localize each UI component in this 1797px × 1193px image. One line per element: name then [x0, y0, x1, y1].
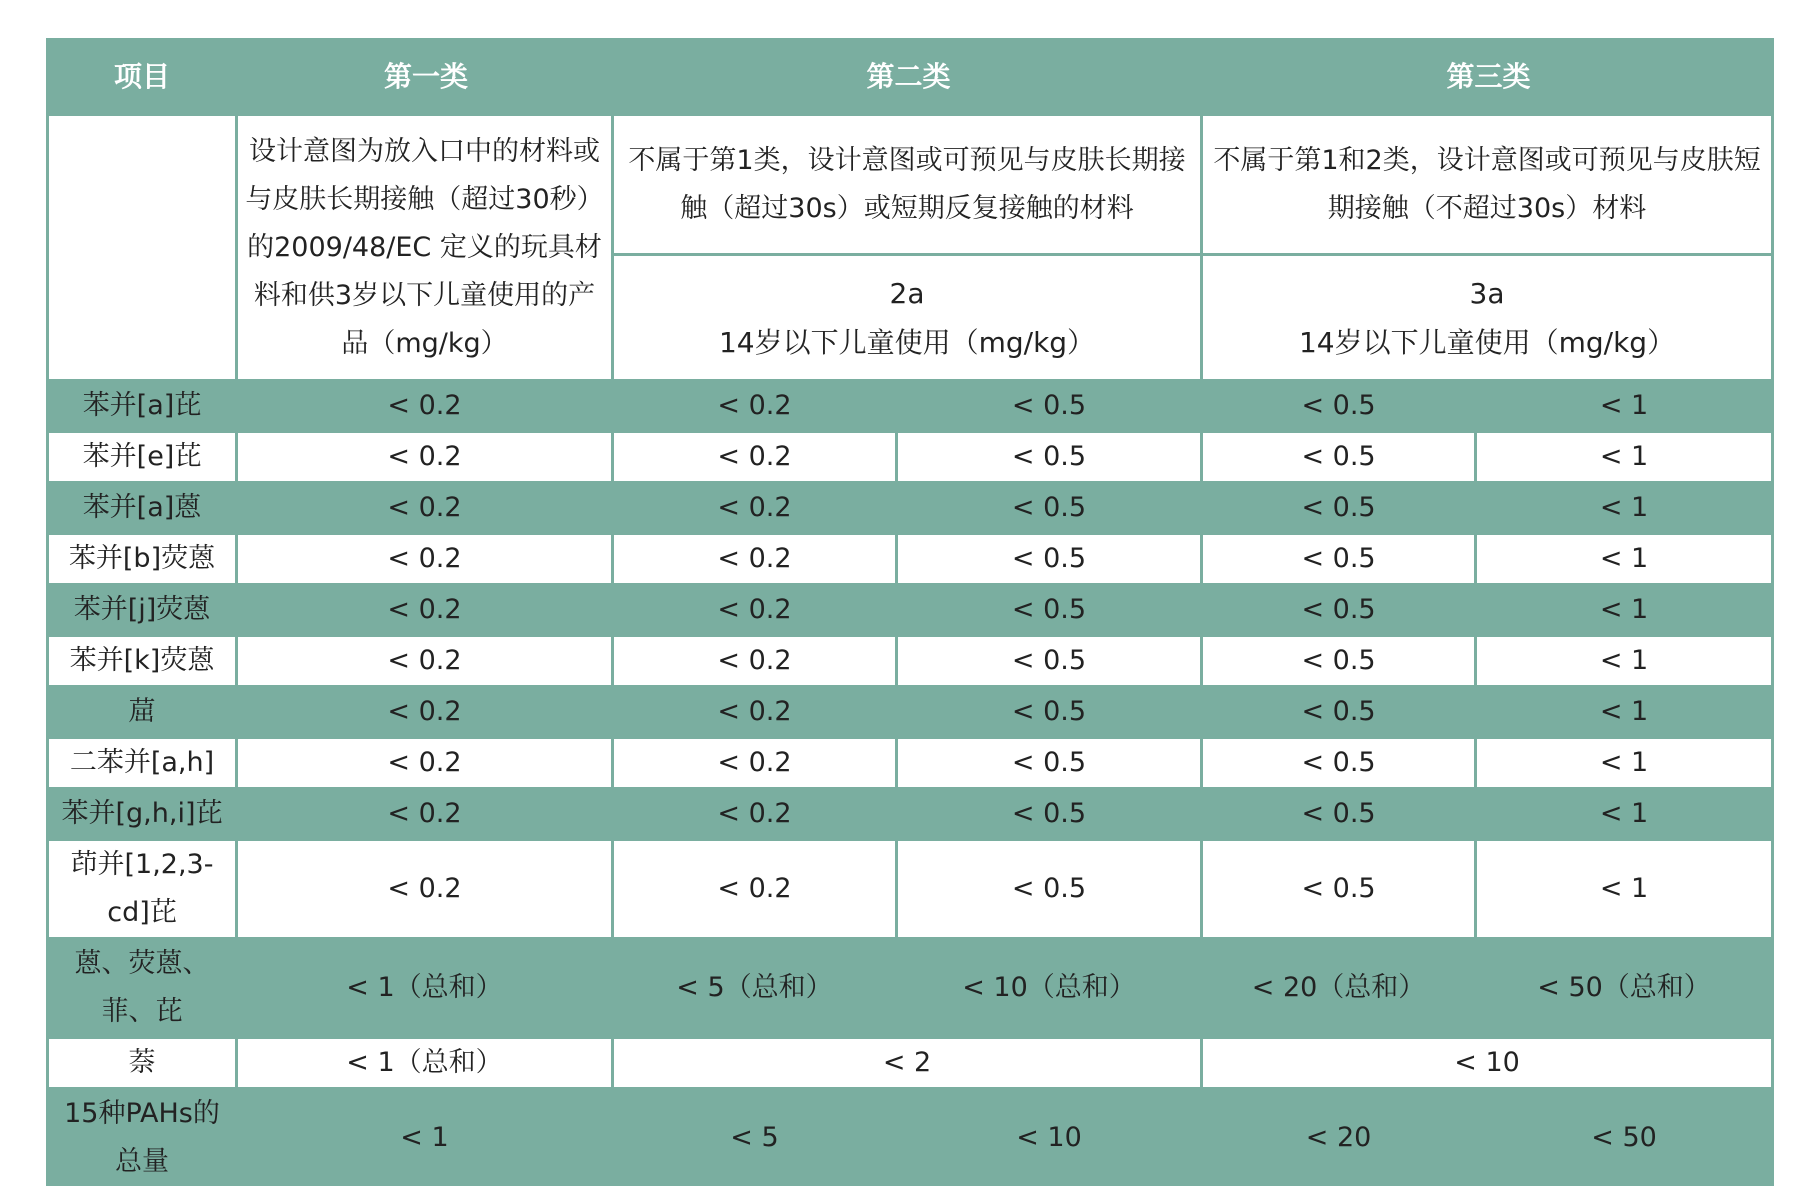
category-2-description: 不属于第1类，设计意图或可预见与皮肤长期接触（超过30s）或短期反复接触的材料	[614, 116, 1203, 256]
limit-cat1: < 0.2	[238, 382, 614, 433]
limit-cat3b: < 1	[1477, 535, 1774, 586]
table-row	[46, 688, 1774, 739]
limit-cat2: < 2	[614, 1039, 1203, 1090]
substance-name: 15种PAHs的总量	[46, 1090, 238, 1186]
subcategory-3a-code: 3a	[1469, 276, 1505, 310]
limit-cat1: < 1（总和）	[238, 1039, 614, 1090]
limit-cat3a: < 0.5	[1203, 637, 1477, 688]
limit-cat3a: < 0.5	[1203, 841, 1477, 940]
limit-cat1: < 1	[238, 1090, 614, 1186]
limit-cat2a: < 0.2	[614, 637, 898, 688]
limit-cat2a: < 0.2	[614, 586, 898, 637]
limit-cat3b: < 1	[1477, 586, 1774, 637]
limit-cat1: < 0.2	[238, 841, 614, 940]
limit-cat2b: < 0.5	[898, 739, 1203, 790]
limit-cat3b: < 1	[1477, 484, 1774, 535]
limit-cat2b: < 10	[898, 1090, 1203, 1186]
limit-cat3a: < 0.5	[1203, 382, 1477, 433]
limit-cat3a: < 0.5	[1203, 433, 1477, 484]
pah-limits-table	[46, 38, 1774, 1186]
description-row	[46, 116, 1774, 256]
subcategory-2a	[614, 256, 1203, 382]
limit-cat2a: < 0.2	[614, 484, 898, 535]
limit-cat1: < 0.2	[238, 790, 614, 841]
limit-cat3b: < 1	[1477, 688, 1774, 739]
limit-cat3b: < 1	[1477, 739, 1774, 790]
limit-cat2b: < 0.5	[898, 535, 1203, 586]
limit-cat3a: < 0.5	[1203, 688, 1477, 739]
limit-cat3: < 10	[1203, 1039, 1774, 1090]
header-category-1: 第一类	[383, 60, 468, 93]
limit-cat1: < 0.2	[238, 433, 614, 484]
limit-cat3b: < 1	[1477, 382, 1774, 433]
limit-cat3a: < 0.5	[1203, 484, 1477, 535]
limit-cat2a: < 0.2	[614, 790, 898, 841]
limit-cat3b: < 1	[1477, 433, 1774, 484]
limit-cat3a: < 0.5	[1203, 535, 1477, 586]
limit-cat3b: < 50（总和）	[1477, 940, 1774, 1039]
table-row	[46, 790, 1774, 841]
substance-name: 苯并[e]芘	[46, 433, 238, 484]
naphthalene-row	[46, 1039, 1774, 1090]
header-row	[46, 38, 1774, 116]
limit-cat3b: < 1	[1477, 637, 1774, 688]
limit-cat3a: < 0.5	[1203, 586, 1477, 637]
limit-cat1: < 0.2	[238, 739, 614, 790]
table-row	[46, 433, 1774, 484]
subcategory-3a	[1203, 256, 1774, 382]
limit-cat2b: < 0.5	[898, 841, 1203, 940]
subcategory-3a-text: 14岁以下儿童使用（mg/kg）	[1298, 325, 1676, 359]
limit-cat2a: < 0.2	[614, 382, 898, 433]
limit-cat3b: < 1	[1477, 790, 1774, 841]
table-row	[46, 739, 1774, 790]
limit-cat3b: < 1	[1477, 841, 1774, 940]
limit-cat2b: < 0.5	[898, 688, 1203, 739]
substance-name: 苯并[j]荧蒽	[46, 586, 238, 637]
limit-cat2b: < 0.5	[898, 433, 1203, 484]
limit-cat2b: < 0.5	[898, 790, 1203, 841]
limit-cat2b: < 0.5	[898, 382, 1203, 433]
substance-name: 䓛	[46, 688, 238, 739]
limit-cat1: < 1（总和）	[238, 940, 614, 1039]
substance-name: 苯并[g,h,i]芘	[46, 790, 238, 841]
limit-cat1: < 0.2	[238, 586, 614, 637]
limit-cat3a: < 20	[1203, 1090, 1477, 1186]
limit-cat2b: < 0.5	[898, 586, 1203, 637]
header-category-3: 第三类	[1446, 60, 1531, 93]
subcategory-2a-code: 2a	[889, 276, 925, 310]
limit-cat2a: < 0.2	[614, 535, 898, 586]
substance-name: 茚并[1,2,3-cd]芘	[46, 841, 238, 940]
table-row	[46, 586, 1774, 637]
limit-cat2a: < 5	[614, 1090, 898, 1186]
substance-name: 苯并[k]荧蒽	[46, 637, 238, 688]
table-row	[46, 841, 1774, 940]
limit-cat2b: < 0.5	[898, 637, 1203, 688]
limit-cat3a: < 0.5	[1203, 790, 1477, 841]
substance-name: 苯并[b]荧蒽	[46, 535, 238, 586]
category-3-description: 不属于第1和2类，设计意图或可预见与皮肤短期接触（不超过30s）材料	[1203, 116, 1774, 256]
table-row	[46, 382, 1774, 433]
substance-name: 苯并[a]芘	[46, 382, 238, 433]
header-category-2: 第二类	[866, 60, 951, 93]
limit-cat2b: < 0.5	[898, 484, 1203, 535]
limit-cat1: < 0.2	[238, 535, 614, 586]
limit-cat3a: < 0.5	[1203, 739, 1477, 790]
limit-cat2a: < 5（总和）	[614, 940, 898, 1039]
limit-cat2a: < 0.2	[614, 739, 898, 790]
substance-name: 苯并[a]蒽	[46, 484, 238, 535]
substance-name: 二苯并[a,h]	[46, 739, 238, 790]
limit-cat1: < 0.2	[238, 637, 614, 688]
limit-cat1: < 0.2	[238, 688, 614, 739]
limit-cat3a: < 20（总和）	[1203, 940, 1477, 1039]
pah-limits-table-container	[46, 38, 1774, 1177]
table-row	[46, 484, 1774, 535]
limit-cat2b: < 10（总和）	[898, 940, 1203, 1039]
limit-cat3b: < 50	[1477, 1090, 1774, 1186]
empty-item-cell	[46, 116, 238, 382]
table-row	[46, 535, 1774, 586]
limit-cat2a: < 0.2	[614, 688, 898, 739]
header-item: 项目	[113, 60, 170, 93]
limit-cat2a: < 0.2	[614, 841, 898, 940]
table-row	[46, 637, 1774, 688]
limit-cat1: < 0.2	[238, 484, 614, 535]
total-row	[46, 1090, 1774, 1186]
substance-name: 萘	[46, 1039, 238, 1090]
category-1-description: 设计意图为放入口中的材料或与皮肤长期接触（超过30秒）的2009/48/EC 定义的玩具材料和供3岁以下儿童使用的产品（mg/kg）	[238, 116, 614, 382]
subcategory-2a-text: 14岁以下儿童使用（mg/kg）	[718, 325, 1096, 359]
table-row	[46, 940, 1774, 1039]
limit-cat2a: < 0.2	[614, 433, 898, 484]
substance-name: 蒽、荧蒽、菲、芘	[46, 940, 238, 1039]
